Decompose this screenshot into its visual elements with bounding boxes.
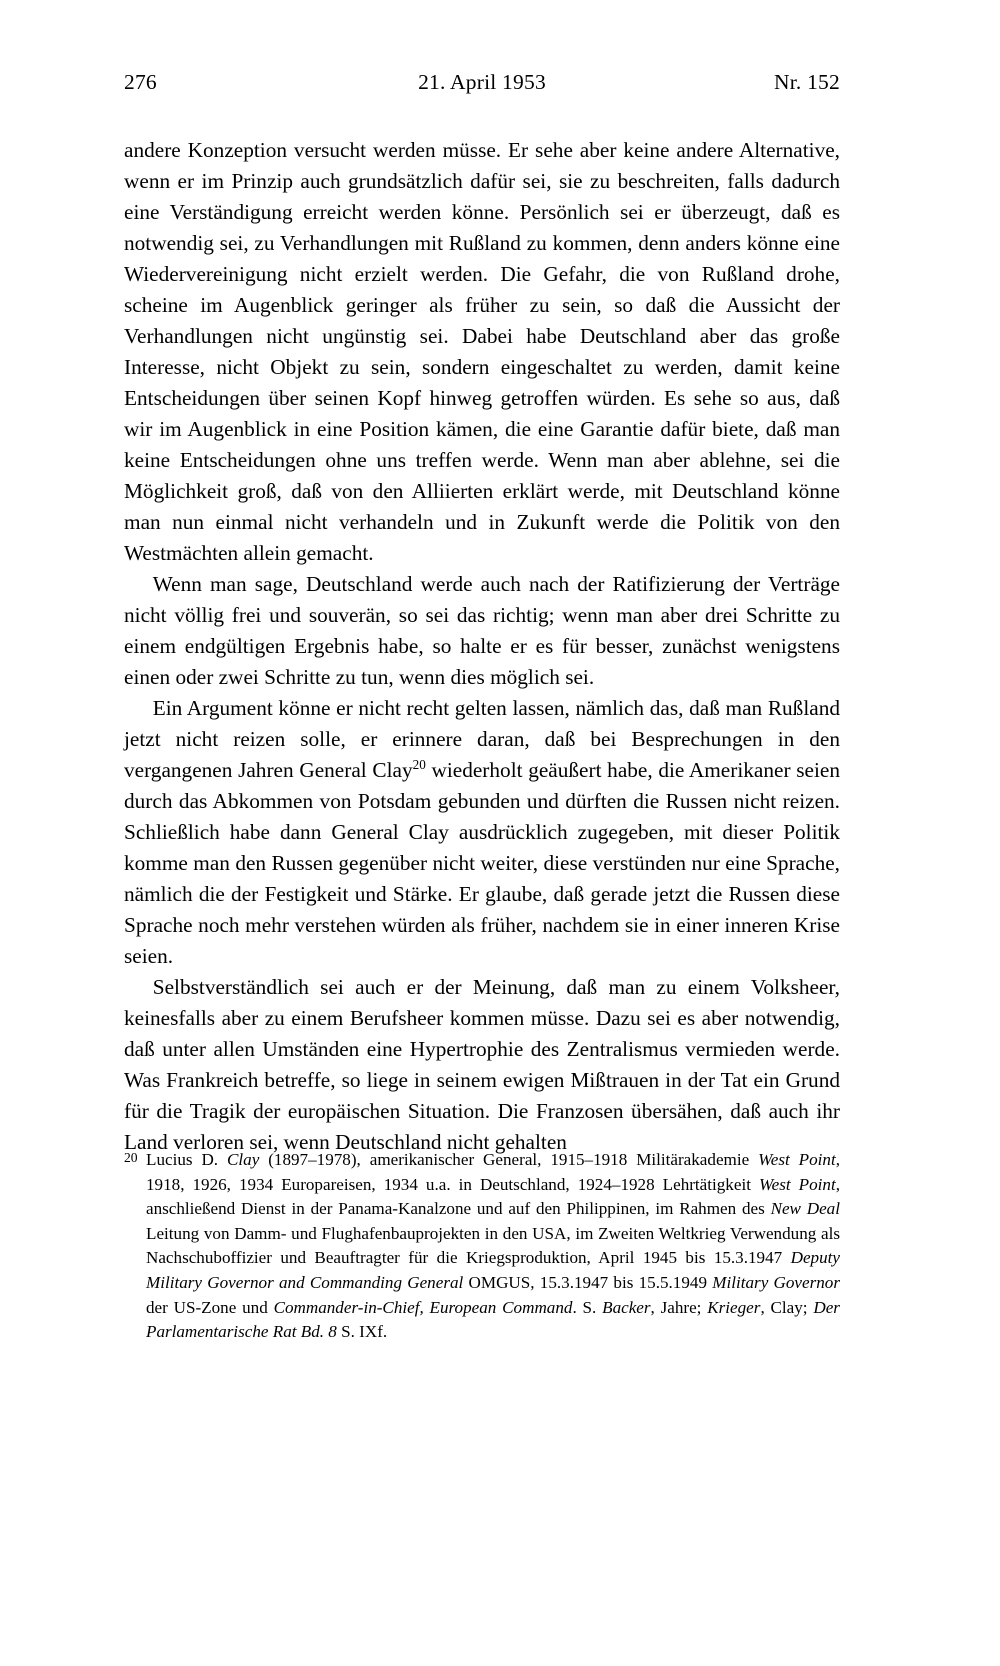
footnote-seg: , Jahre; — [650, 1297, 708, 1317]
footnote-seg-italic: Krieger — [707, 1297, 761, 1317]
footnote-block — [124, 1148, 840, 1345]
footnote-seg: Leitung von Damm- und Flughafenbauprojekten in den USA, im Zweiten Weltkrieg Verwendung als Nachschuboffizier und Beauftragter für die Kriegsproduktion, April 1945 bis 15.3.1947 — [146, 1223, 840, 1268]
footnote-reference-20[interactable]: 20 — [412, 756, 426, 772]
paragraph: andere Konzeption versucht werden müsse. Er sehe aber keine andere Alternative, wenn er im Prinzip auch grundsätzlich dafür sei, sie zu beschreiten, falls dadurch eine Verständigung erreicht werden könne. Persönlich sei er überzeugt, daß es notwendig sei, zu Verhandlungen mit Rußland zu kommen, denn anders könne eine Wiedervereinigung nicht erzielt werden. Die Gefahr, die von Rußland drohe, scheine im Augenblick geringer als früher zu sein, so daß die Aussicht der Verhandlungen nicht ungünstig sei. Dabei habe Deutschland aber das große Interesse, nicht Objekt zu sein, sondern eingeschaltet zu werden, damit keine Entscheidungen über seinen Kopf hinweg getroffen würden. Es sehe so aus, daß wir im Augenblick in eine Position kämen, die eine Garantie dafür biete, daß man keine Entscheidungen ohne uns treffen werde. Wenn man aber ablehne, sei die Möglichkeit groß, daß von den Alliierten erklärt werde, mit Deutschland könne man nun einmal nicht verhandeln und in Zukunft werde die Politik von den Westmächten allein gemacht. — [124, 138, 840, 565]
footnote-seg: . S. — [572, 1297, 603, 1317]
body-text — [124, 135, 840, 1157]
footnote-seg-italic: Deputy Military Governor and Commanding General — [146, 1248, 840, 1293]
footnote-seg: der US-Zone und — [146, 1297, 274, 1317]
footnote-seg: (1897–1978), amerikanischer General, 1915–1918 Militärakademie — [259, 1150, 759, 1169]
running-head-date: 21. April 1953 — [418, 70, 546, 94]
footnote-seg-italic: Backer — [602, 1297, 651, 1317]
footnote-seg: S. IXf. — [336, 1322, 388, 1342]
footnote-text — [146, 1148, 840, 1345]
paragraph-with-footnote-reference — [124, 693, 840, 972]
footnote-seg-italic: Military Governor — [712, 1273, 841, 1293]
paragraph-text-after-reference: wiederholt geäußert habe, die Amerikaner seien durch das Abkommen von Potsdam gebunden und dürften die Russen nicht reizen. Schließlich habe dann General Clay ausdrücklich zugegeben, mit dieser Politik komme man den Russen gegenüber nicht weiter, diese verstünden nur eine Sprache, nämlich die der Festigkeit und Stärke. Er glaube, daß gerade jetzt die Russen diese Sprache noch mehr verstehen würden als früher, nachdem sie in einer inneren Krise seien. — [124, 757, 840, 968]
footnote-seg-italic: Commander-in-Chief, European Command — [273, 1297, 573, 1317]
running-head-document-number: Nr. 152 — [773, 70, 840, 94]
paragraph: Wenn man sage, Deutschland werde auch nach der Ratifizierung der Verträge nicht völlig frei und souverän, so sei das richtig; wenn man aber drei Schritte zu einem endgültigen Ergebnis habe, so halte er es für besser, zunächst wenigstens einen oder zwei Schritte zu tun, wenn dies möglich sei. — [124, 571, 840, 689]
footnote-seg-italic: West Point — [758, 1174, 836, 1194]
running-head — [124, 70, 840, 95]
footnote-seg: , anschließend Dienst in der Panama-Kanalzone und auf den Philippinen, im Rahmen des — [146, 1174, 840, 1219]
footnote-seg-italic: Der Parlamentarische Rat Bd. 8 — [146, 1297, 840, 1342]
page-content — [124, 70, 840, 1157]
paragraph-text-before-reference: Ein Argument könne er nicht recht gelten lassen, nämlich das, daß man Rußland jetzt nicht reizen solle, er erinnere daran, daß bei Besprechungen in den vergangenen Jahren General Clay — [124, 695, 840, 782]
footnote-seg: , 1918, 1926, 1934 Europareisen, 1934 u.a. in Deutschland, 1924–1928 Lehrtätigkeit — [146, 1150, 840, 1194]
footnote-seg: , Clay; — [760, 1297, 814, 1317]
footnote-20 — [124, 1148, 840, 1345]
footnote-seg-italic: West Point — [758, 1150, 836, 1169]
footnote-seg: OMGUS, 15.3.1947 bis 15.5.1949 — [463, 1273, 713, 1293]
footnote-seg: Lucius D. — [146, 1150, 227, 1169]
footnote-seg-italic: New Deal — [770, 1199, 840, 1219]
footnote-number: 20 — [124, 1150, 138, 1165]
footnote-seg-italic: Clay — [227, 1150, 260, 1169]
paragraph: Selbstverständlich sei auch er der Meinung, daß man zu einem Volksheer, keinesfalls aber zu einem Berufsheer kommen müsse. Dazu sei es aber notwendig, daß unter allen Umständen eine Hypertrophie des Zentralismus vermieden werde. Was Frankreich betreffe, so liege in seinem ewigen Mißtrauen in der Tat ein Grund für die Tragik der europäischen Situation. Die Franzosen übersähen, daß auch ihr Land verloren sei, wenn Deutschland nicht gehalten — [124, 974, 840, 1154]
page-number: 276 — [124, 70, 157, 94]
